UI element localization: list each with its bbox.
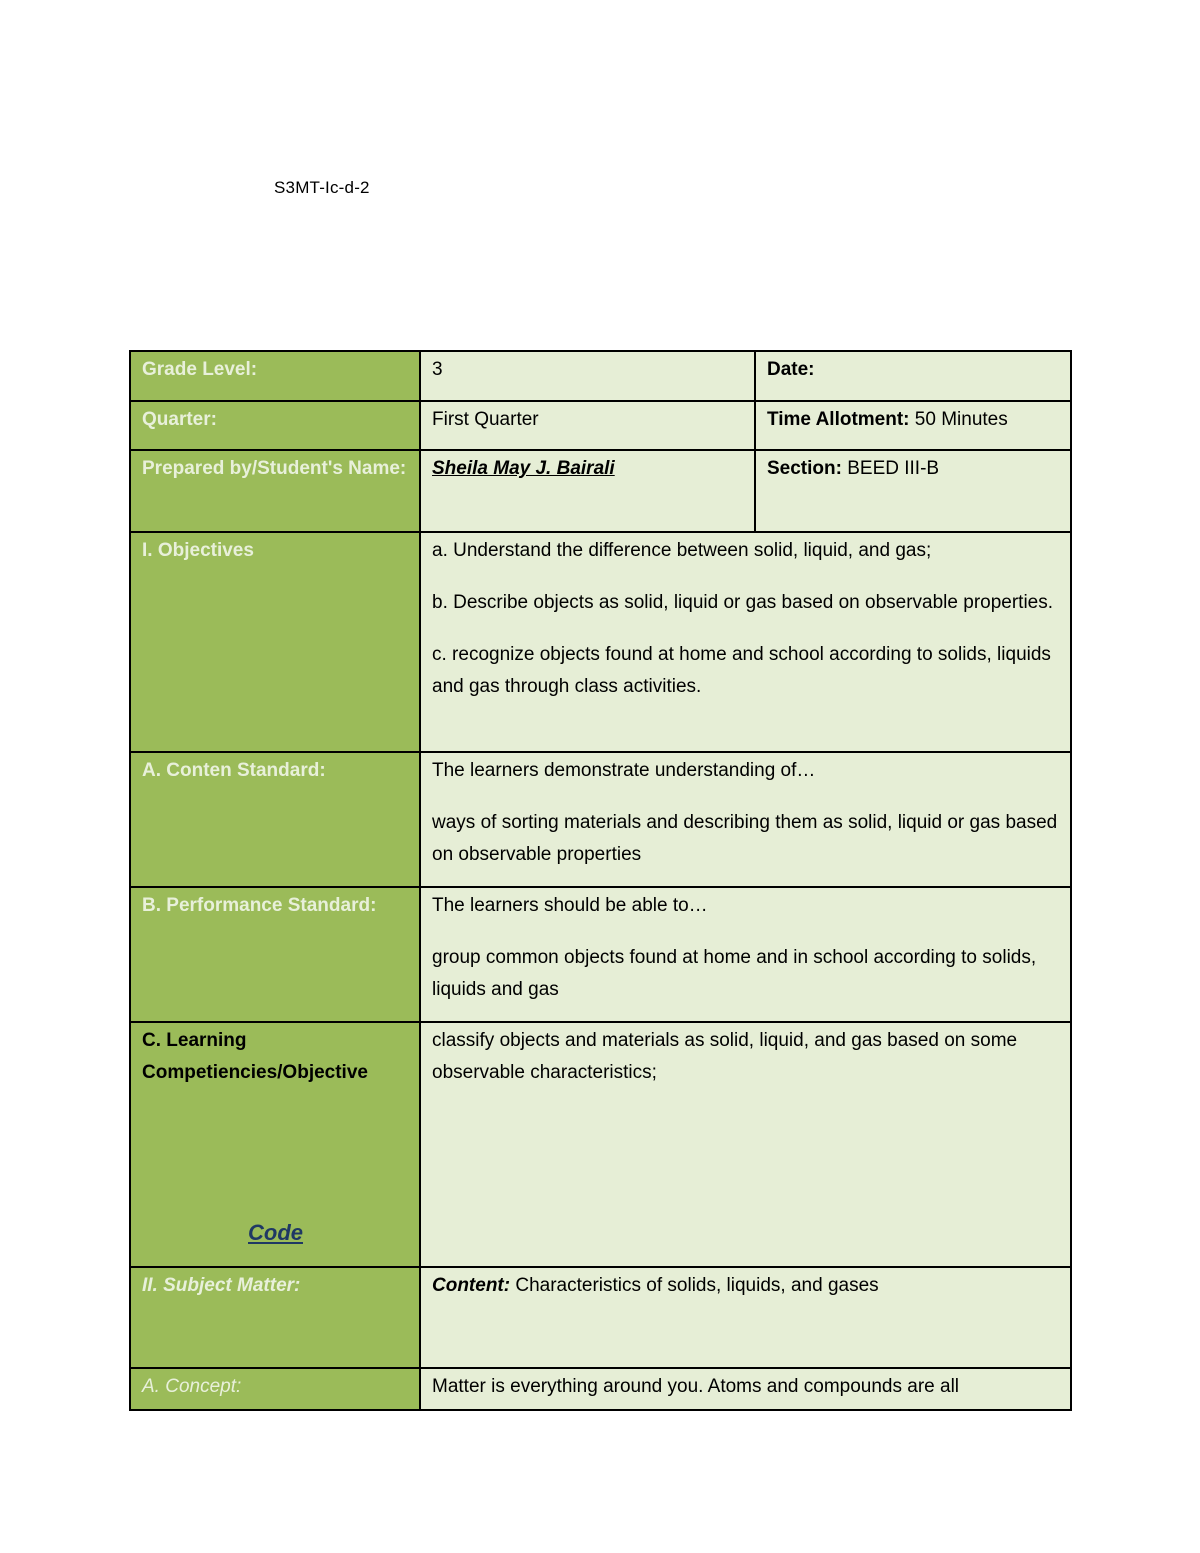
objective-item: a. Understand the difference between solid, liquid, and gas; (432, 540, 932, 561)
row-grade-level (130, 351, 1071, 401)
code-label: Code (248, 1220, 303, 1245)
performance-standard-intro: The learners should be able to… (432, 895, 708, 916)
student-name: Sheila May J. Bairali (432, 458, 615, 479)
row-concept (130, 1368, 1071, 1410)
content-standard-text: ways of sorting materials and describing them as solid, liquid or gas based on observable properties (432, 812, 1058, 865)
performance-standard-label: B. Performance Standard: (130, 887, 420, 1022)
row-content-standard (130, 752, 1071, 887)
objectives-cell (420, 532, 1071, 752)
section-cell (755, 450, 1071, 532)
time-allotment-label: Time Allotment: (767, 409, 910, 430)
row-learning-competencies (130, 1022, 1071, 1267)
grade-level-label: Grade Level: (130, 351, 420, 401)
section-value: BEED III-B (841, 458, 940, 479)
concept-label: A. Concept: (130, 1368, 420, 1410)
learning-competencies-cell (130, 1022, 420, 1267)
objective-item: b. Describe objects as solid, liquid or gas based on observable properties. (432, 592, 1054, 613)
row-subject-matter (130, 1267, 1071, 1368)
objective-item: c. recognize objects found at home and school according to solids, liquids and gas through class activities. (432, 644, 1051, 697)
time-allotment-cell (755, 401, 1071, 450)
content-value: Characteristics of solids, liquids, and gases (510, 1275, 879, 1296)
section-label: Section: (767, 458, 842, 479)
performance-standard-cell (420, 887, 1071, 1022)
learning-competencies-label: C. Learning Competiencies/Objective (142, 1030, 368, 1083)
prepared-by-cell (420, 450, 755, 532)
grade-level-value: 3 (420, 351, 755, 401)
time-allotment-value: 50 Minutes (909, 409, 1008, 430)
content-standard-label: A. Conten Standard: (130, 752, 420, 887)
performance-standard-text: group common objects found at home and in school according to solids, liquids and gas (432, 947, 1037, 1000)
concept-value: Matter is everything around you. Atoms and compounds are all (420, 1368, 1071, 1410)
row-performance-standard (130, 887, 1071, 1022)
row-prepared-by (130, 450, 1071, 532)
content-standard-cell (420, 752, 1071, 887)
quarter-value: First Quarter (420, 401, 755, 450)
subject-matter-label: II. Subject Matter: (130, 1267, 420, 1368)
content-label: Content: (432, 1275, 511, 1296)
row-quarter (130, 401, 1071, 450)
content-standard-intro: The learners demonstrate understanding of… (432, 760, 816, 781)
learning-competencies-text: classify objects and materials as solid, liquid, and gas based on some observable characteristics; (420, 1022, 1071, 1267)
quarter-label: Quarter: (130, 401, 420, 450)
row-objectives (130, 532, 1071, 752)
document-code: S3MT-Ic-d-2 (274, 178, 370, 197)
objectives-label: I. Objectives (130, 532, 420, 752)
prepared-by-label: Prepared by/Student's Name: (130, 450, 420, 532)
date-label: Date: (755, 351, 1071, 401)
subject-matter-cell (420, 1267, 1071, 1368)
lesson-plan-table (129, 350, 1072, 1411)
